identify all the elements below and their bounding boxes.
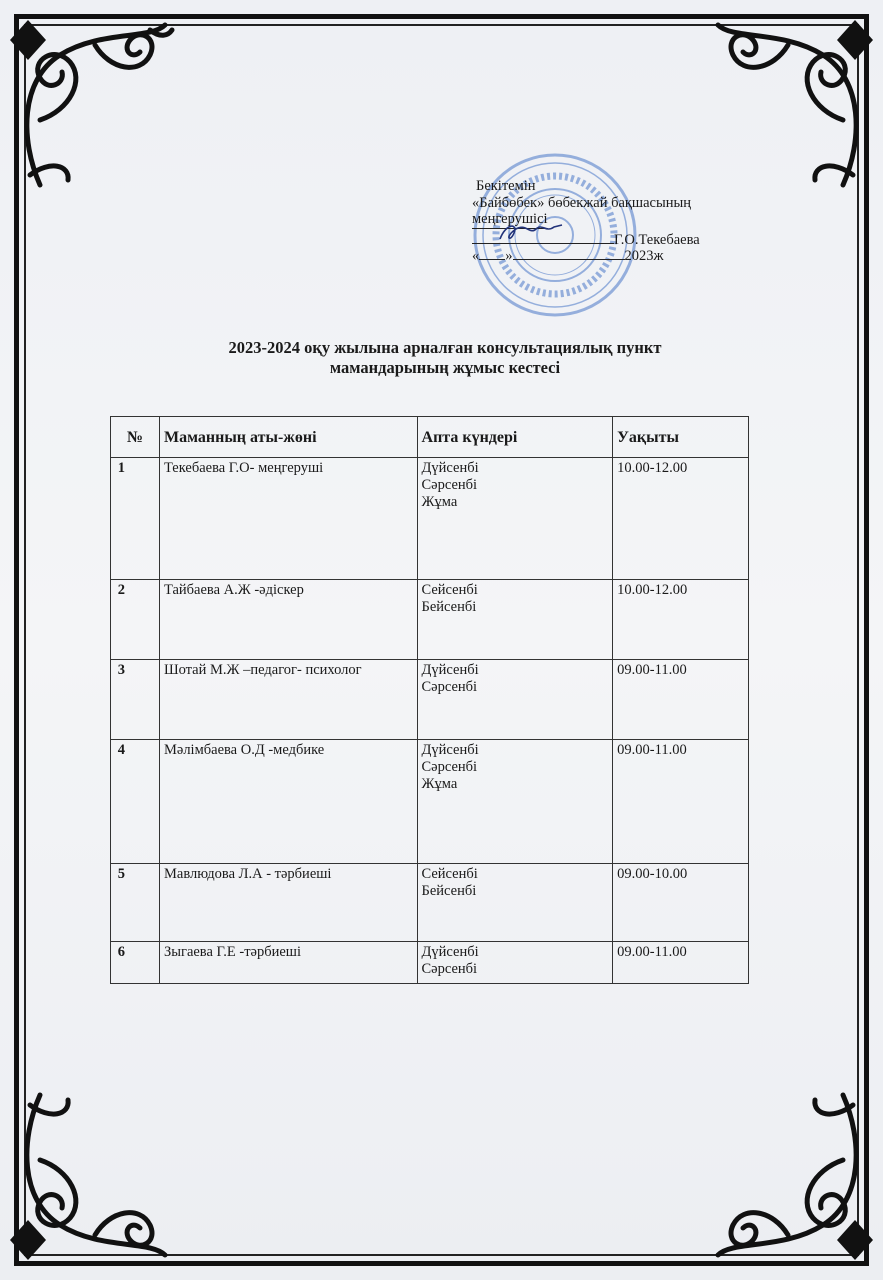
weekday: Дүйсенбі — [421, 742, 479, 758]
weekdays-cell — [417, 942, 613, 984]
specialist-name: Зыгаева Г.Е -тәрбиеші — [159, 942, 417, 984]
weekday: Сәрсенбі — [421, 961, 478, 977]
table-row — [111, 864, 749, 942]
specialist-name: Шотай М.Ж –педагог- психолог — [159, 660, 417, 740]
signature-icon — [496, 221, 566, 245]
weekday: Сәрсенбі — [421, 679, 478, 695]
table-row — [111, 942, 749, 984]
weekday: Сәрсенбі — [421, 759, 478, 775]
corner-ornament-icon — [0, 1090, 180, 1280]
weekday: Бейсенбі — [421, 599, 477, 615]
row-number: 1 — [111, 458, 160, 580]
weekday: Сейсенбі — [421, 866, 478, 882]
specialist-name: Текебаева Г.О- меңгеруші — [159, 458, 417, 580]
column-header: Апта күндері — [417, 417, 613, 458]
weekday: Дүйсенбі — [421, 944, 479, 960]
time-cell: 09.00-11.00 — [613, 942, 749, 984]
date-quote: « — [472, 248, 480, 264]
approval-line: «Байбөбек» бөбекжай бақшасының — [472, 194, 691, 211]
time-cell: 09.00-10.00 — [613, 864, 749, 942]
approval-line: меңгерушісі — [472, 211, 548, 227]
weekday: Бейсенбі — [421, 883, 477, 899]
row-number: 4 — [111, 740, 160, 864]
weekday: Дүйсенбі — [421, 460, 479, 476]
weekday: Дүйсенбі — [421, 662, 479, 678]
corner-ornament-icon — [0, 0, 180, 190]
date-quote: » — [505, 248, 513, 264]
document-title — [150, 338, 740, 378]
table-row — [111, 580, 749, 660]
approval-block — [472, 178, 752, 265]
weekday: Сейсенбі — [421, 582, 478, 598]
weekdays-cell — [417, 660, 613, 740]
specialist-name: Тайбаева А.Ж -әдіскер — [159, 580, 417, 660]
date-day-blank — [479, 259, 505, 260]
column-header: № — [111, 417, 160, 458]
schedule-table — [110, 416, 749, 984]
title-line: 2023-2024 оқу жылына арналған консультациялық пункт — [228, 338, 662, 357]
title-line: мамандарының жұмыс кестесі — [329, 358, 561, 377]
weekdays-cell — [417, 864, 613, 942]
table-row — [111, 458, 749, 580]
table-header-row — [111, 417, 749, 458]
specialist-name: Мәлімбаева О.Д -медбике — [159, 740, 417, 864]
time-cell: 10.00-12.00 — [613, 458, 749, 580]
corner-ornament-icon — [703, 0, 883, 190]
row-number: 3 — [111, 660, 160, 740]
table-row — [111, 740, 749, 864]
approval-date — [472, 248, 752, 265]
date-month-blank — [513, 259, 625, 260]
signature-line — [472, 229, 752, 249]
row-number: 2 — [111, 580, 160, 660]
weekdays-cell — [417, 580, 613, 660]
signer-name: Г.О.Текебаева — [614, 231, 700, 248]
weekdays-cell — [417, 458, 613, 580]
time-cell: 09.00-11.00 — [613, 660, 749, 740]
approval-year: 2023ж — [624, 248, 664, 264]
table-row — [111, 660, 749, 740]
column-header: Маманның аты-жөні — [159, 417, 417, 458]
corner-ornament-icon — [703, 1090, 883, 1280]
weekday: Жұма — [421, 776, 458, 792]
signature-field — [472, 229, 614, 244]
weekday: Сәрсенбі — [421, 477, 478, 493]
row-number: 5 — [111, 864, 160, 942]
row-number: 6 — [111, 942, 160, 984]
time-cell: 09.00-11.00 — [613, 740, 749, 864]
weekdays-cell — [417, 740, 613, 864]
approval-line: Бекітемін — [476, 178, 536, 194]
specialist-name: Мавлюдова Л.А - тәрбиеші — [159, 864, 417, 942]
column-header: Уақыты — [613, 417, 749, 458]
time-cell: 10.00-12.00 — [613, 580, 749, 660]
weekday: Жұма — [421, 494, 458, 510]
